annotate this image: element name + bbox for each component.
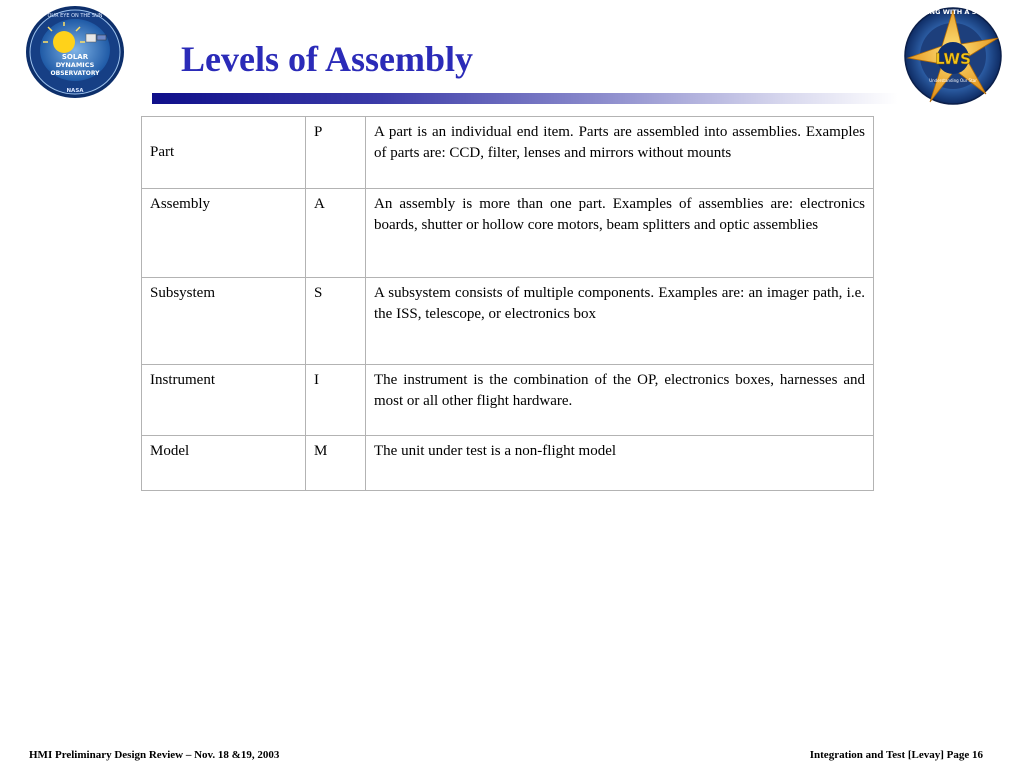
level-code: P <box>314 124 323 140</box>
level-description: A part is an individual end item. Parts are assembled into assemblies. Examples of parts are: CCD, filter, lenses and mirrors without mounts <box>374 124 865 161</box>
sdo-logo-ring-text: OUR EYE ON THE SUN <box>47 13 103 19</box>
level-code: A <box>314 196 325 212</box>
level-code-cell <box>306 117 366 189</box>
sdo-logo-line2: DYNAMICS <box>55 61 95 69</box>
level-description-cell <box>366 189 874 278</box>
level-name: Instrument <box>150 372 215 388</box>
table-row <box>142 436 874 491</box>
level-description-cell <box>366 365 874 436</box>
level-description: An assembly is more than one part. Examples of assemblies are: electronics boards, shutter or hollow core motors, beam splitters and optic assemblies <box>374 196 865 233</box>
level-code-cell <box>306 189 366 278</box>
level-description: A subsystem consists of multiple components. Examples are: an imager path, i.e. the ISS, telescope, or electronics box <box>374 285 865 322</box>
table-row <box>142 189 874 278</box>
level-name: Assembly <box>150 196 210 212</box>
footer-review-info: HMI Preliminary Design Review – Nov. 18 &19, 2003 <box>29 749 280 761</box>
level-name: Subsystem <box>150 285 216 301</box>
lws-logo <box>900 2 1006 110</box>
level-name-cell <box>142 189 306 278</box>
levels-of-assembly-table <box>141 116 874 491</box>
level-description-cell <box>366 278 874 365</box>
sdo-logo <box>24 4 126 100</box>
level-name-cell <box>142 278 306 365</box>
level-code: I <box>314 372 319 388</box>
lws-logo-center: LWS <box>935 50 971 68</box>
table-row <box>142 117 874 189</box>
level-description-cell <box>366 436 874 491</box>
title-underline-bar <box>152 93 898 104</box>
level-name-cell <box>142 436 306 491</box>
level-name-cell <box>142 365 306 436</box>
level-code-cell <box>306 278 366 365</box>
slide-title: Levels of Assembly <box>181 39 473 79</box>
level-code: M <box>314 443 328 459</box>
table-row <box>142 278 874 365</box>
sdo-logo-line1: SOLAR <box>61 53 89 61</box>
footer-page-info: Integration and Test [Levay] Page 16 <box>809 749 983 761</box>
level-description-cell <box>366 117 874 189</box>
level-description: The unit under test is a non-flight model <box>374 443 617 459</box>
lws-logo-tagline: Understanding Our Star <box>929 78 977 83</box>
level-name-cell <box>142 117 306 189</box>
table-row <box>142 365 874 436</box>
level-description: The instrument is the combination of the OP, electronics boxes, harnesses and most or all other flight hardware. <box>374 372 865 409</box>
lws-logo-ring-text: LIVING WITH A STAR <box>915 8 991 16</box>
level-name: Part <box>150 144 175 160</box>
level-code-cell <box>306 365 366 436</box>
level-code: S <box>314 285 323 301</box>
level-code-cell <box>306 436 366 491</box>
sdo-logo-agency: NASA <box>66 88 84 94</box>
sdo-logo-line3: OBSERVATORY <box>50 70 100 77</box>
level-name: Model <box>150 443 190 459</box>
